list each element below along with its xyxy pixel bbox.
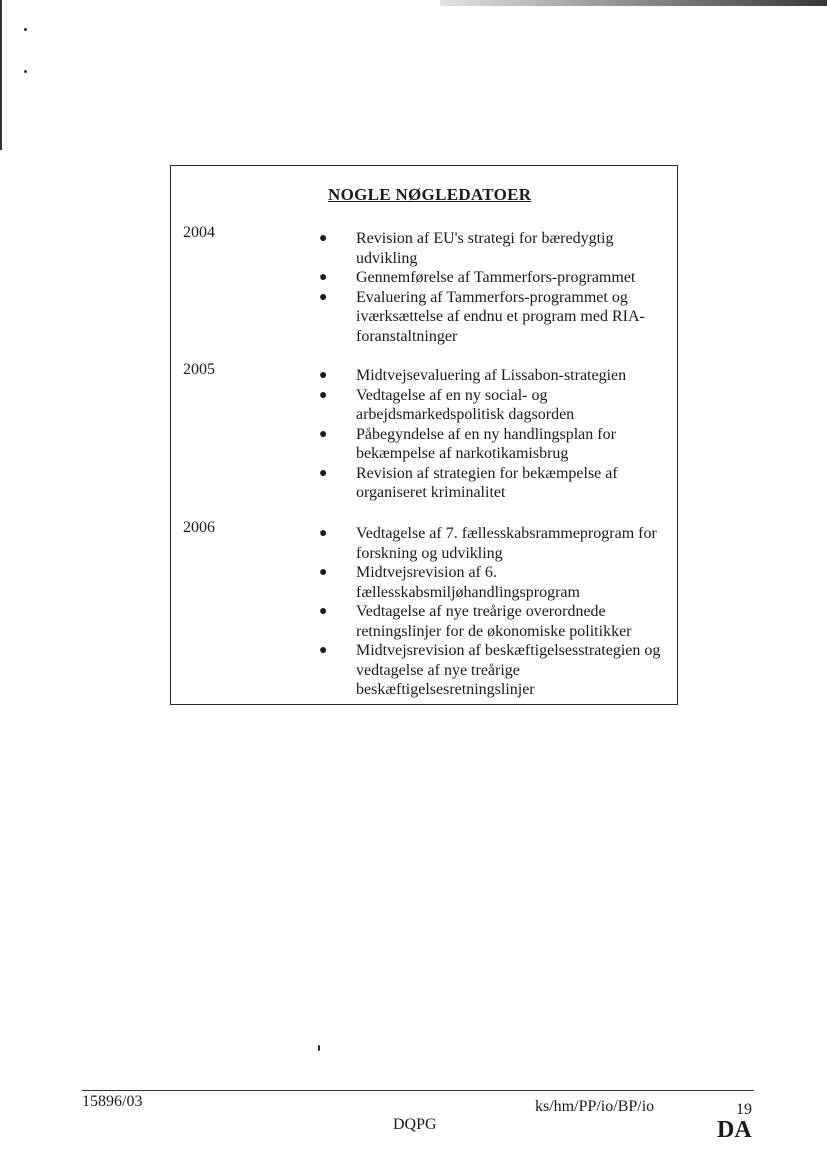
item-text: Midtvejsrevision af beskæftigelsesstrategien og vedtagelse af nye treårige beskæftigelsesretningslinjer [356,642,661,698]
list-item [316,425,666,464]
year-label: 2005 [183,361,215,378]
item-list-2004 [316,229,666,346]
department-code: DQPG [393,1116,437,1133]
list-item [316,288,666,347]
item-text: Vedtagelse af nye treårige overordnede retningslinjer for de økonomiske politikker [356,603,632,640]
bullet-icon: ● [319,643,328,658]
scan-speck [24,70,27,73]
item-text: Midtvejsevaluering af Lissabon-strategien [356,367,627,384]
scan-speck [318,1045,320,1051]
bullet-icon: ● [319,426,328,442]
item-text: Revision af EU's strategi for bæredygtig udvikling [356,230,614,267]
item-text: Påbegyndelse af en ny handlingsplan for bekæmpelse af narkotikamisbrug [356,425,616,462]
bullet-icon: ● [319,565,328,580]
bullet-icon: ● [319,465,328,481]
language-code: DA [717,1117,752,1143]
footer-rule [82,1090,754,1091]
bullet-icon: ● [319,387,328,403]
item-text: Gennemførelse af Tammerfors-programmet [356,269,636,286]
list-item [316,563,666,602]
page-number: 19 [736,1101,752,1118]
year-label: 2006 [183,519,215,536]
bullet-icon: ● [319,289,328,305]
bullet-icon: ● [319,231,328,246]
year-label: 2004 [183,224,215,241]
list-item [316,602,666,641]
item-text: Evaluering af Tammerfors-programmet og iværksættelse af endnu et program med RIA-foranstaltninger [356,288,645,345]
bullet-icon: ● [319,368,328,383]
list-item [316,268,666,288]
item-text: Midtvejsrevision af 6. fællesskabsmiljøhandlingsprogram [356,564,580,601]
bullet-icon: ● [319,270,328,285]
list-item [316,366,666,386]
item-text: Vedtagelse af en ny social- og arbejdsmarkedspolitisk dagsorden [356,386,575,423]
list-item [316,464,666,503]
list-item [316,524,666,563]
item-list-2005 [316,366,666,503]
scan-artifact-top [440,0,827,6]
scan-artifact-edge [0,0,2,150]
item-text: Revision af strategien for bekæmpelse af organiseret kriminalitet [356,464,618,501]
list-item [316,386,666,425]
item-text: Vedtagelse af 7. fællesskabsrammeprogram for forskning og udvikling [356,525,657,562]
list-item [316,641,666,700]
reference-code: ks/hm/PP/io/BP/io [535,1098,655,1115]
scan-speck [24,28,27,31]
list-item [316,229,666,268]
doc-number: 15896/03 [82,1093,143,1110]
item-list-2006 [316,524,666,700]
bullet-icon: ● [319,526,328,541]
box-title: NOGLE NØGLEDATOER [328,185,532,204]
bullet-icon: ● [319,604,328,619]
